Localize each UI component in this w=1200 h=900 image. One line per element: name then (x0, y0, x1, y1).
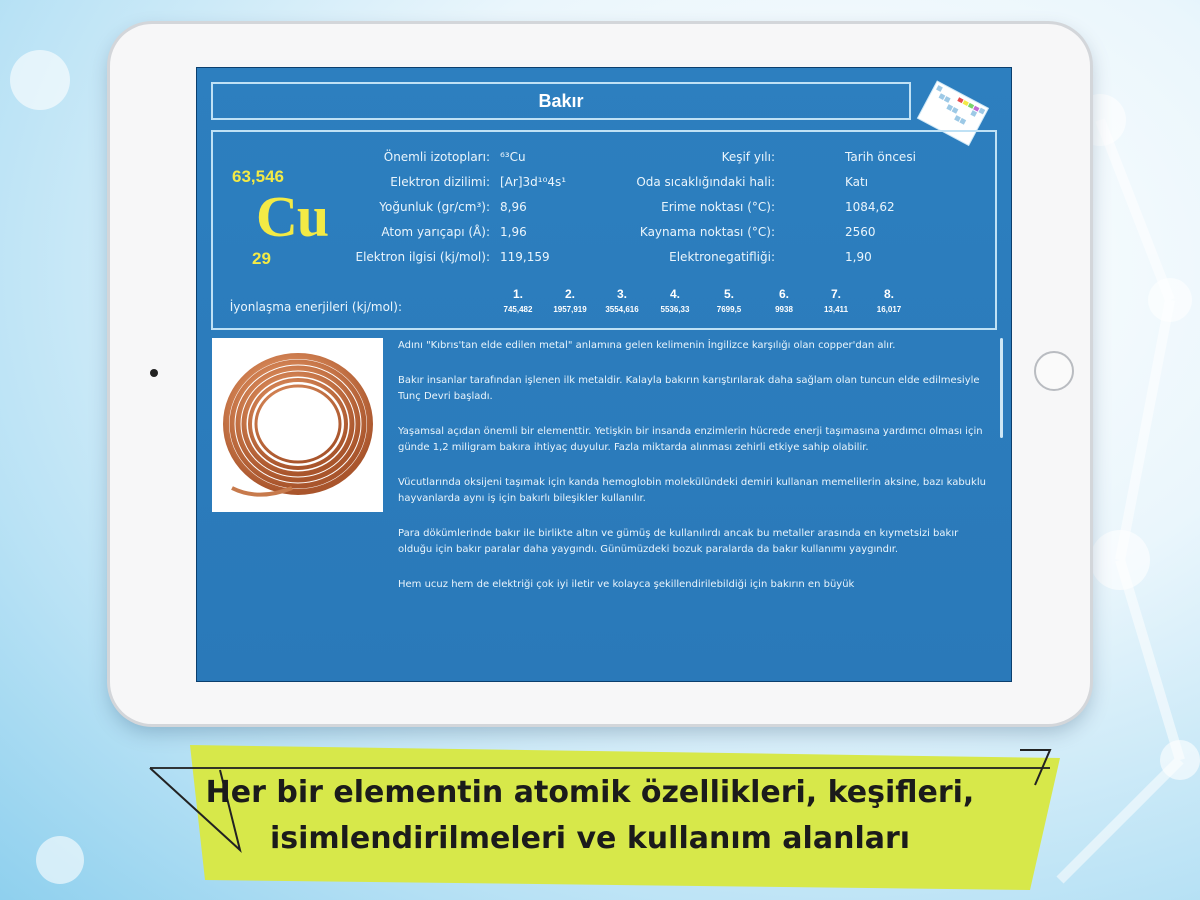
property-label: Elektron dizilimi: (390, 175, 490, 189)
ionization-value: 745,482 (503, 305, 533, 314)
description-paragraph: Yaşamsal açıdan önemli bir elementtir. Yetişkin bir insanda enzimlerin hücrede enerji taşımasına yardımcı olması için günde 1,2 miligram bakıra ihtiyaç duyulur. Fazla miktarda alınması zehirli etkiye sahip olabilir. (398, 426, 983, 453)
property-value: ⁶³Cu (500, 150, 526, 164)
ionization-entry (808, 287, 864, 314)
ionization-order: 7. (830, 287, 841, 301)
ionization-entry (701, 287, 757, 314)
element-symbol: Cu (256, 184, 329, 249)
property-value: Katı (845, 175, 869, 189)
ionization-value: 13,411 (823, 305, 849, 314)
ionization-label: İyonlaşma enerjileri (kj/mol): (229, 300, 402, 314)
ionization-entry (756, 287, 812, 314)
ionization-value: 9938 (775, 305, 793, 314)
element-photo (212, 338, 383, 512)
property-value: [Ar]3d¹⁰4s¹ (500, 175, 567, 189)
caption-line: isimlendirilmeleri ve kullanım alanları (269, 821, 911, 856)
property-boiling-point (640, 225, 960, 245)
description-paragraph: Para dökümlerinde bakır ile birlikte altın ve gümüş de kullanılırdı ancak bu metaller arasında en kıymetsizi bakır olduğu için bakır paralar daha yaygındı. Günümüzdeki bozuk paralarda da bakır kullanımı yaygındır. (398, 528, 959, 555)
property-electronegativity (640, 250, 960, 270)
property-melting-point (640, 200, 960, 220)
home-button[interactable] (1034, 351, 1074, 391)
ionization-value: 3554,616 (605, 305, 639, 314)
property-label: Kaynama noktası (°C): (639, 225, 775, 239)
caption-line: Her bir elementin atomik özellikleri, keşifleri, (205, 775, 975, 810)
description-paragraph: Bakır insanlar tarafından işlenen ilk metaldir. Kalayla bakırın karıştırılarak daha sağlam olan tuncun elde edilmesiyle Tunç Devri başladı. (398, 375, 980, 402)
ionization-entry (647, 287, 703, 314)
property-electron-configuration (300, 175, 600, 195)
property-label: Yoğunluk (gr/cm³): (379, 200, 490, 214)
property-label: Elektron ilgisi (kj/mol): (355, 250, 490, 264)
ionization-order: 2. (564, 287, 575, 301)
property-electron-affinity (300, 250, 600, 270)
property-label: Atom yarıçapı (Å): (381, 225, 490, 239)
property-room-temp-state (636, 175, 960, 195)
ionization-order: 8. (883, 287, 894, 301)
element-description[interactable] (398, 338, 988, 681)
property-label: Elektronegatifliği: (669, 250, 775, 264)
property-density (300, 200, 600, 220)
property-label: Önemli izotopları: (383, 150, 490, 164)
property-label: Oda sıcaklığındaki hali: (636, 175, 775, 189)
property-value: 2560 (845, 225, 876, 239)
atomic-mass: 63,546 (232, 167, 284, 186)
ionization-order: 1. (512, 287, 523, 301)
property-atomic-radius (300, 225, 600, 245)
property-label: Erime noktası (°C): (661, 200, 775, 214)
property-label: Keşif yılı: (721, 150, 775, 164)
property-value: 8,96 (500, 200, 527, 214)
description-paragraph: Vücutlarında oksijeni taşımak için kanda hemoglobin molekülündeki demiri kullanan memelilerin aksine, bazı kabuklu hayvanlarda aynı iş için bakırlı bileşikler kullanılır. (398, 477, 986, 504)
ionization-entry (594, 287, 650, 314)
caption-text (200, 770, 980, 862)
ionization-order: 4. (669, 287, 680, 301)
ionization-value: 5536,33 (660, 305, 690, 314)
ionization-value: 1957,919 (553, 305, 587, 314)
property-value: 119,159 (500, 250, 550, 264)
camera-dot (150, 369, 158, 377)
ionization-entry (861, 287, 917, 314)
copper-coil-image (212, 338, 383, 512)
description-paragraph: Adını "Kıbrıs'tan elde edilen metal" anlamına gelen kelimenin İngilizce karşılığı olan copper'dan alır. (398, 340, 896, 351)
atomic-number: 29 (252, 249, 271, 268)
ionization-order: 6. (778, 287, 789, 301)
property-value: 1,90 (845, 250, 872, 264)
element-title: Bakır (211, 82, 911, 120)
property-value: Tarih öncesi (845, 150, 916, 164)
description-scrollbar[interactable] (1000, 338, 1003, 438)
ionization-order: 5. (723, 287, 734, 301)
ionization-order: 3. (616, 287, 627, 301)
ionization-value: 7699,5 (716, 305, 742, 314)
property-value: 1,96 (500, 225, 527, 239)
property-value: 1084,62 (845, 200, 895, 214)
description-paragraph: Hem ucuz hem de elektriği çok iyi iletir ve kolayca şekillendirilebildiği için bakırın en büyük (398, 579, 855, 590)
property-isotopes (300, 150, 600, 170)
property-discovery-year (640, 150, 960, 170)
ionization-entry (490, 287, 546, 314)
ionization-entry (542, 287, 598, 314)
ionization-value: 16,017 (876, 305, 902, 314)
